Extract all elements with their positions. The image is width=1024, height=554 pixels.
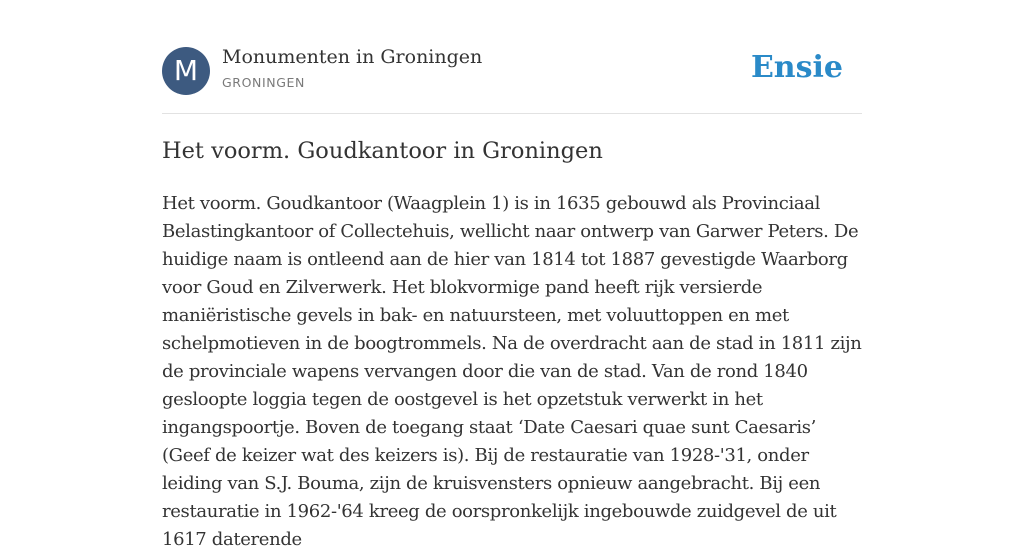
article-body: Het voorm. Goudkantoor (Waagplein 1) is in 1635 gebouwd als Provinciaal Belastingkantoor of Collectehuis, wellicht naar ontwerp van Garwer Peters. De huidige naam is ontleend aan de hier van 1814 tot 1887 gevestigde Waarborg voor Goud en Zilverwerk. Het blokvormige pand heeft rijk versierde maniëristische gevels in bak- en natuursteen, met voluuttoppen en met schelpmotieven in de boogtrommels. Na de overdracht aan de stad in 1811 zijn de provinciale wapens vervangen door die van de stad. Van de rond 1840 gesloopte loggia tegen de oostgevel is het opzetstuk verwerkt in het ingangspoortje. Boven de toegang staat ‘Date Caesari quae sunt Caesaris’ (Geef de keizer wat des keizers is). Bij de restauratie van 1928-'31, onder leiding van S.J. Bouma, zijn de kruisvensters opnieuw aangebracht. Bij een restauratie in 1962-'64 kreeg de oorspronkelijk ingebouwde zuidgevel de uit 1617 daterende [162, 193, 862, 550]
source-header [162, 46, 862, 96]
source-location: GRONINGEN [222, 75, 305, 90]
ensie-logo[interactable]: Ensie [750, 50, 843, 85]
article-title: Het voorm. Goudkantoor in Groningen [162, 138, 603, 164]
avatar[interactable]: M [162, 47, 210, 95]
source-title[interactable]: Monumenten in Groningen [222, 46, 483, 68]
header-divider [162, 113, 862, 114]
